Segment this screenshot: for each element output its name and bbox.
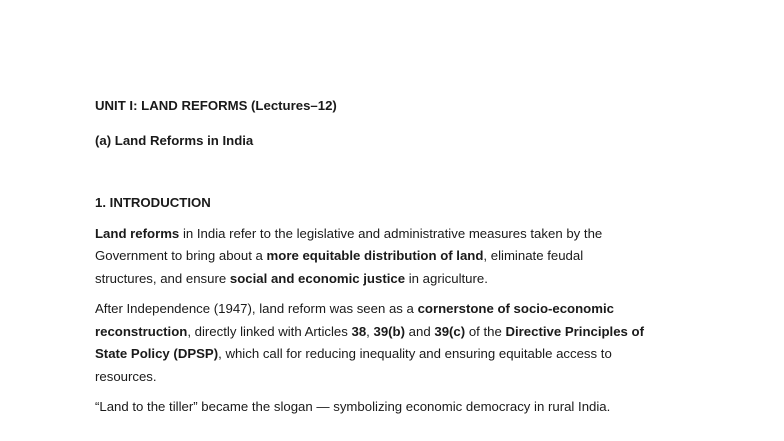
paragraph-line bbox=[95, 343, 705, 366]
sub-heading: (a) Land Reforms in India bbox=[95, 132, 254, 148]
document-content bbox=[95, 95, 705, 419]
bold-term: 38 bbox=[351, 323, 367, 339]
text-run: , eliminate feudal bbox=[483, 248, 584, 263]
paragraph-line bbox=[95, 396, 705, 419]
paragraph-intro bbox=[95, 223, 705, 291]
bold-term: 39(b) bbox=[373, 323, 406, 339]
paragraph-line bbox=[95, 366, 705, 389]
bold-term: more equitable distribution of land bbox=[266, 248, 484, 263]
paragraph-line bbox=[95, 298, 705, 321]
paragraph-line bbox=[95, 245, 705, 268]
paragraph-independence bbox=[95, 298, 705, 388]
bold-term: reconstruction bbox=[95, 323, 188, 339]
bold-term: Directive Principles of bbox=[505, 323, 645, 339]
text-run: in India refer to the legislative and administrative measures taken by the bbox=[179, 225, 603, 241]
text-run: resources. bbox=[95, 368, 157, 384]
text-run: Government to bring about a bbox=[95, 248, 267, 263]
paragraph-line bbox=[95, 223, 705, 246]
text-run: , directly linked with Articles bbox=[187, 323, 352, 339]
bold-term: social and economic justice bbox=[229, 270, 406, 286]
text-run: in agriculture. bbox=[405, 270, 488, 286]
text-run: “Land to the tiller” became the slogan — symbolizing economic democracy in rural India. bbox=[95, 399, 611, 414]
text-run: , bbox=[366, 323, 374, 339]
text-run: , which call for reducing inequality and ensuring equitable access to bbox=[218, 346, 612, 361]
text-run: of the bbox=[465, 323, 506, 339]
bold-term: cornerstone of socio-economic bbox=[417, 301, 614, 316]
bold-term: 39(c) bbox=[434, 323, 466, 339]
text-run: After Independence (1947), land reform was seen as a bbox=[95, 301, 418, 316]
unit-heading: UNIT I: LAND REFORMS (Lectures–12) bbox=[95, 98, 337, 113]
paragraph-slogan bbox=[95, 396, 705, 419]
bold-term: State Policy (DPSP) bbox=[95, 346, 219, 361]
paragraph-line bbox=[95, 268, 705, 291]
paragraph-line bbox=[95, 321, 705, 344]
bold-term: Land reforms bbox=[95, 225, 180, 241]
text-run: structures, and ensure bbox=[95, 270, 230, 286]
section-heading: 1. INTRODUCTION bbox=[95, 195, 211, 210]
text-run: and bbox=[405, 323, 435, 339]
